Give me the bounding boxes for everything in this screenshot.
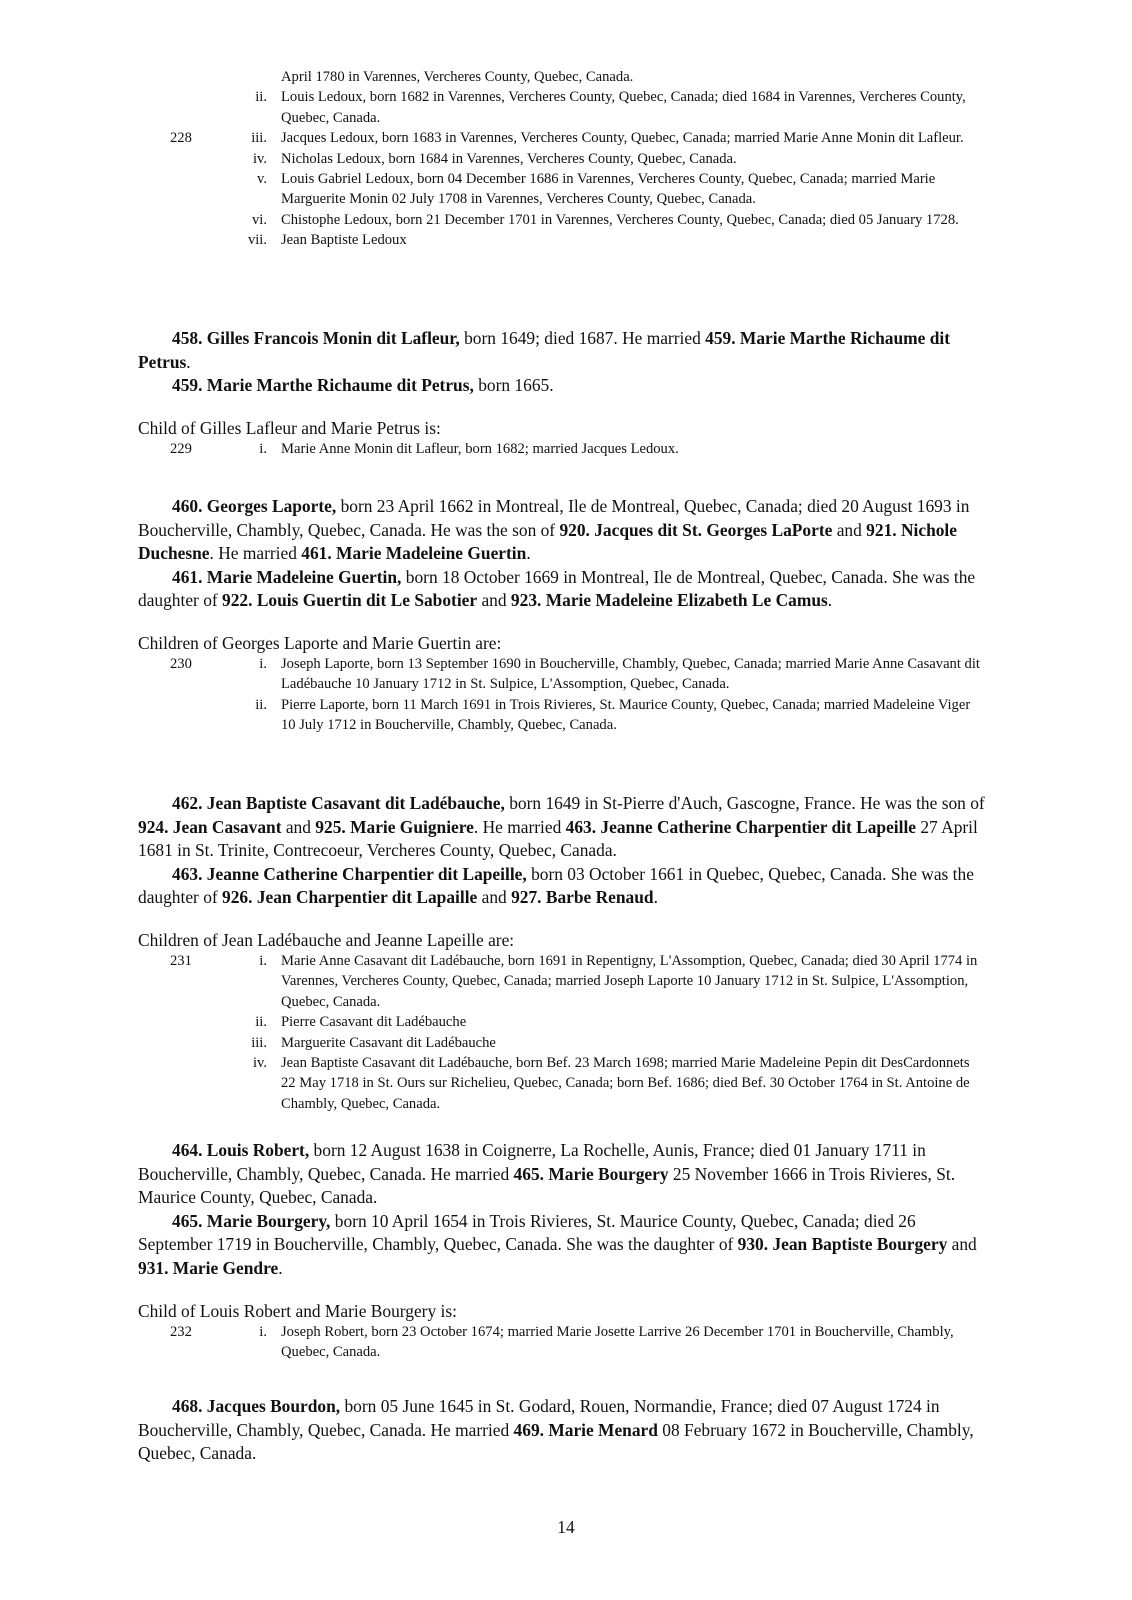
list-item: 232 i. Joseph Robert, born 23 October 1674; married Marie Josette Larrive 26 December 1701 in Boucherville, Chambly, Quebec, Canada. [170,1323,954,1360]
family-468 [0,1395,988,1466]
wife-paragraph: 461. Marie Madeleine Guertin, born 18 October 1669 in Montreal, Ile de Montreal, Quebec, Canada. She was the daughter of 922. Louis Guertin dit Le Sabotier and 923. Marie Madeleine Elizabeth Le Camus. [138,566,976,611]
list-item: 229 i. Marie Anne Monin dit Lafleur, born 1682; married Jacques Ledoux. [170,440,679,457]
family-458 [0,327,988,459]
list-item: 230 i. Joseph Laporte, born 13 September 1690 in Boucherville, Chambly, Quebec, Canada; married Marie Anne Casavant dit Ladébauche 10 January 1712 in St. Sulpice, L'Assomption, Quebec, Canada. [170,655,980,693]
husband-paragraph: 464. Louis Robert, born 12 August 1638 in Coignerre, La Rochelle, Aunis, France; died 01 January 1711 in Boucherville, Chambly, Quebec, Canada. He married 465. Marie Bourgery 25 November 1666 in Trois Rivieres, St. Maurice County, Quebec, Canada. [138,1140,956,1208]
list-item: ii. Louis Ledoux, born 1682 in Varennes, Vercheres County, Quebec, Canada; died 1684 in Varennes, Vercheres County, Quebec, Canada. [255,89,966,126]
list-item: vii. Jean Baptiste Ledoux [247,232,407,249]
page-number: 14 [557,1517,575,1537]
list-item: 228 iii. Jacques Ledoux, born 1683 in Varennes, Vercheres County, Quebec, Canada; married Marie Anne Monin dit Lafleur. [170,130,964,147]
children-intro: Child of Louis Robert and Marie Bourgery is: [138,1300,457,1321]
husband-paragraph: 460. Georges Laporte, born 23 April 1662 in Montreal, Ile de Montreal, Quebec, Canada; died 20 August 1693 in Boucherville, Chambly, Quebec, Canada. He was the son of 920. Jacques dit St. Georges LaPorte and 921. Nichole Duchesne. He married 461. Marie Madeleine Guertin. [138,496,970,564]
list-item: iv. Nicholas Ledoux, born 1684 in Varennes, Vercheres County, Quebec, Canada. [252,150,737,167]
children-intro: Children of Georges Laporte and Marie Guertin are: [138,632,502,653]
children-intro: Child of Gilles Lafleur and Marie Petrus is: [138,417,441,438]
husband-paragraph: 468. Jacques Bourdon, born 05 June 1645 in St. Godard, Rouen, Normandie, France; died 07 August 1724 in Boucherville, Chambly, Quebec, Canada. He married 469. Marie Menard 08 February 1672 in Boucherville, Chambly, Quebec, Canada. [138,1396,974,1464]
list-item: iii. Marguerite Casavant dit Ladébauche [251,1034,496,1051]
children-intro: Children of Jean Ladébauche and Jeanne Lapeille are: [138,929,515,950]
continued-children-list [0,67,981,251]
wife-paragraph: 465. Marie Bourgery, born 10 April 1654 in Trois Rivieres, St. Maurice County, Quebec, Canada; died 26 September 1719 in Boucherville, Chambly, Quebec, Canada. She was the daughter of 930. Jean Baptiste Bourgery and 931. Marie Gendre. [138,1210,977,1278]
list-item: ii. Pierre Laporte, born 11 March 1691 in Trois Rivieres, St. Maurice County, Quebec, Canada; married Madeleine Viger 10 July 1712 in Boucherville, Chambly, Quebec, Canada. [255,696,971,734]
list-item: April 1780 in Varennes, Vercheres County, Quebec, Canada. [281,69,634,85]
list-item: v. Louis Gabriel Ledoux, born 04 December 1686 in Varennes, Vercheres County, Quebec, Canada; married Marie Marguerite Monin 02 July 1708 in Varennes, Vercheres County, Quebec, Canada. [257,171,936,208]
family-464 [0,1139,988,1362]
list-item: vi. Chistophe Ledoux, born 21 December 1701 in Varennes, Vercheres County, Quebec, Canada; died 05 January 1728. [252,211,959,228]
family-462 [0,792,988,1114]
husband-paragraph: 462. Jean Baptiste Casavant dit Ladébauche, born 1649 in St-Pierre d'Auch, Gascogne, France. He was the son of 924. Jean Casavant and 925. Marie Guigniere. He married 463. Jeanne Catherine Charpentier dit Lapeille 27 April 1681 in St. Trinite, Contrecoeur, Vercheres County, Quebec, Canada. [138,793,985,861]
list-item: 231 i. Marie Anne Casavant dit Ladébauche, born 1691 in Repentigny, L'Assomption, Quebec, Canada; died 30 April 1774 in Varennes, Vercheres County, Quebec, Canada; married Joseph Laporte 10 January 1712 in St. Sulpice, L'Assomption, Quebec, Canada. [170,952,978,1010]
family-460 [0,495,988,736]
wife-paragraph: 463. Jeanne Catherine Charpentier dit Lapeille, born 03 October 1661 in Quebec, Quebec, Canada. She was the daughter of 926. Jean Charpentier dit Lapaille and 927. Barbe Renaud. [138,863,974,908]
husband-paragraph: 458. Gilles Francois Monin dit Lafleur, born 1649; died 1687. He married 459. Marie Marthe Richaume dit Petrus. [138,328,950,372]
list-item: iv. Jean Baptiste Casavant dit Ladébauche, born Bef. 23 March 1698; married Marie Madeleine Pepin dit DesCardonnets 22 May 1718 in St. Ours sur Richelieu, Quebec, Canada; born Bef. 1686; died Bef. 30 October 1764 in St. Antoine de Chambly, Quebec, Canada. [252,1055,970,1112]
wife-paragraph: 459. Marie Marthe Richaume dit Petrus, born 1665. [172,375,554,396]
list-item: ii. Pierre Casavant dit Ladébauche [255,1014,467,1031]
